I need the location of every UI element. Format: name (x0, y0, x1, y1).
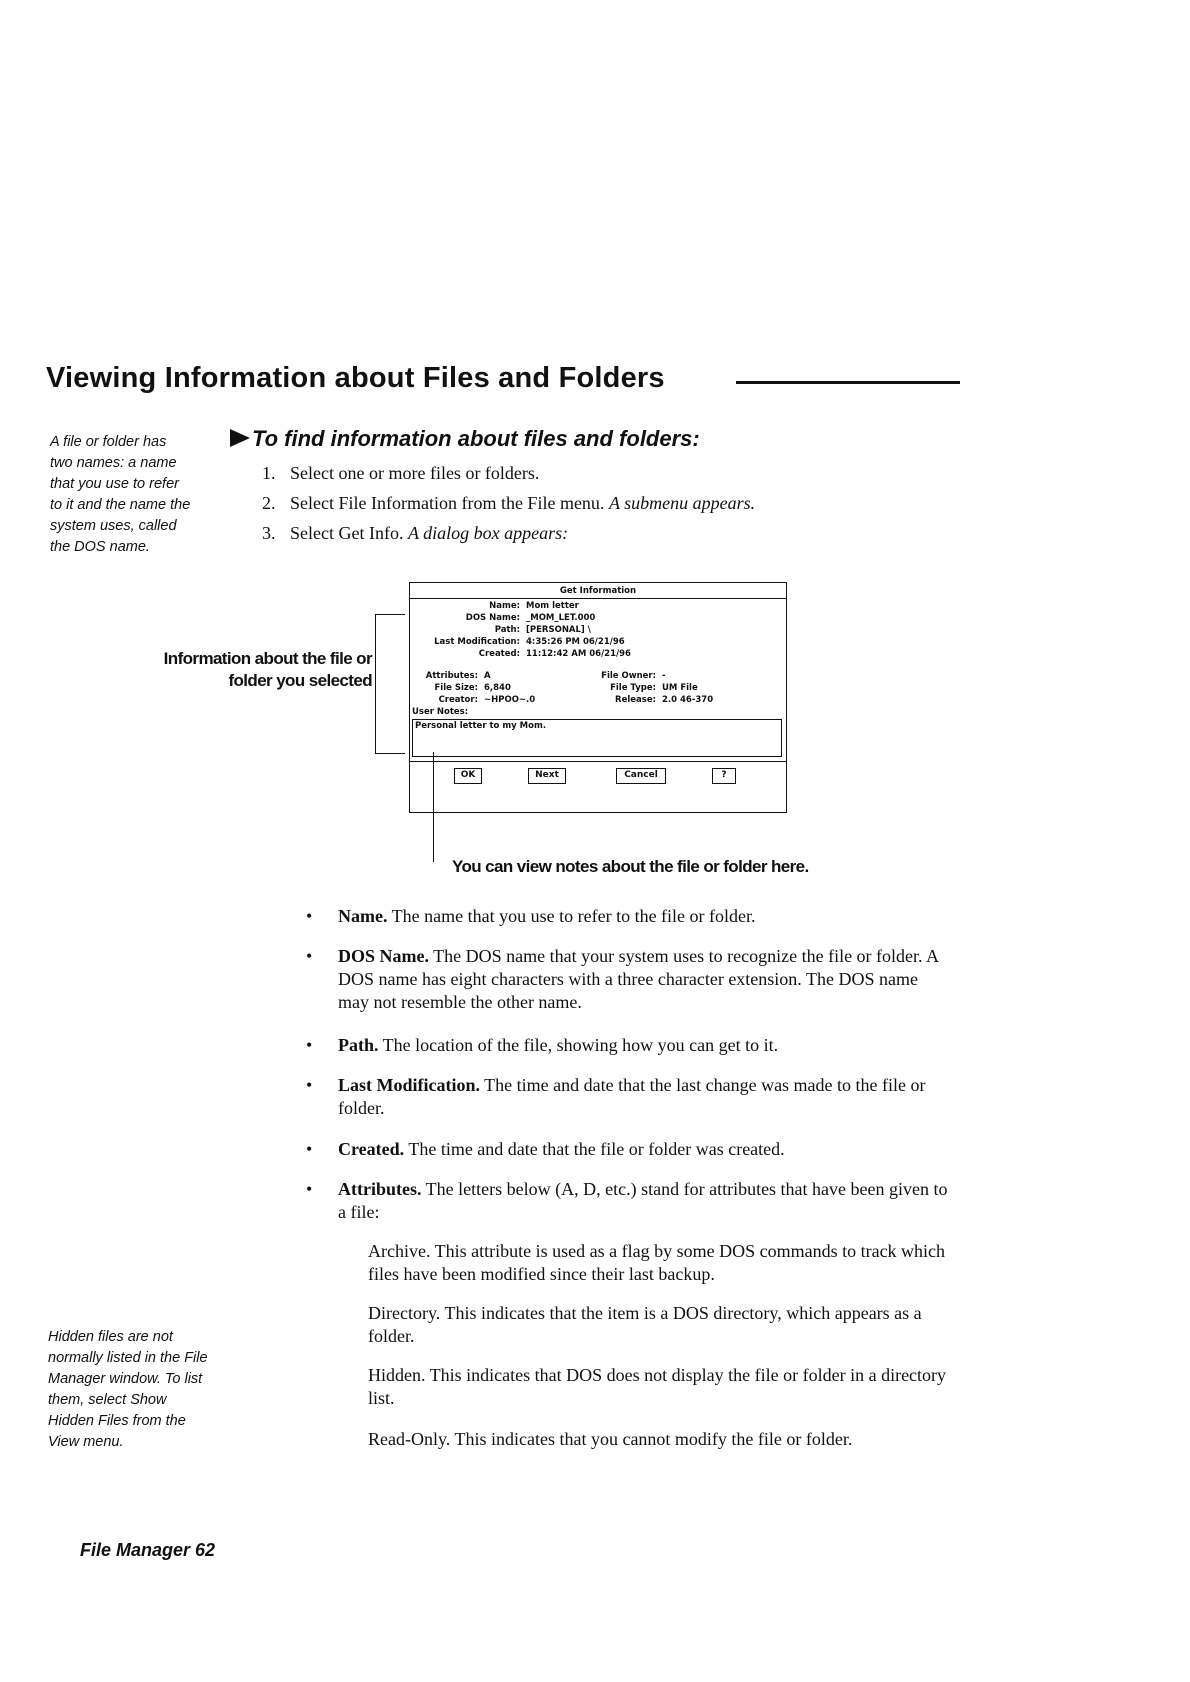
attribute-hidden: Hidden. This indicates that DOS does not display the file or folder in a directory list. (368, 1365, 947, 1408)
procedure-steps (262, 463, 755, 553)
section-heading: Viewing Information about Files and Folders (46, 362, 665, 394)
step-number: 2. (262, 493, 276, 513)
field-value: 6,840 (484, 683, 511, 693)
field-user-notes-label (412, 707, 468, 718)
callout-line: Information about the file or (163, 649, 372, 668)
field-name (410, 601, 788, 612)
notes-callout-line (433, 752, 434, 862)
help-icon: ? (721, 770, 727, 780)
note-line: them, select Show (48, 1392, 167, 1408)
note-line: View menu. (48, 1434, 124, 1450)
step-2 (262, 493, 755, 523)
field-value: _MOM_LET.000 (526, 613, 596, 623)
note-line: two names: a name (50, 455, 177, 471)
bullet-term: Path. (338, 1035, 379, 1055)
field-label: File Size: (434, 683, 478, 693)
field-dos-name (410, 613, 788, 624)
step-text: Select File Information from the File menu. (290, 493, 605, 513)
bullet-dot: • (306, 1139, 313, 1159)
field-label: Name: (489, 601, 520, 611)
field-value: ~HPOO~.0 (484, 695, 536, 705)
attribute-archive: Archive. This attribute is used as a flag by some DOS commands to track which files have been modified since their last backup. (368, 1241, 946, 1284)
bullet-dot: • (306, 906, 313, 926)
note-line: to it and the name the (50, 497, 191, 513)
cancel-button[interactable] (616, 768, 666, 784)
field-label: File Type: (610, 683, 656, 693)
bullet-dot: • (306, 946, 313, 966)
callout-selected-info (158, 648, 372, 692)
bullet-dot: • (306, 1075, 313, 1095)
next-label: Next (535, 770, 559, 780)
field-value: Mom letter (526, 601, 579, 611)
field-label: User Notes: (412, 707, 469, 717)
procedure-title-text: To find information about files and folders: (252, 426, 700, 451)
bullet-term: Attributes. (338, 1179, 422, 1199)
bullet-text: The name that you use to refer to the file or folder. (387, 906, 756, 926)
note-line: Hidden Files from the (48, 1413, 186, 1429)
bullet-term: Name. (338, 906, 388, 926)
step-1 (262, 463, 755, 493)
note-line: that you use to refer (50, 476, 179, 492)
field-file-type (410, 683, 788, 694)
page-footer: File Manager 62 (80, 1540, 216, 1560)
field-value: [PERSONAL] \ (526, 625, 591, 635)
dialog-title-rule (410, 598, 786, 599)
field-value: A (484, 671, 491, 681)
note-line: A file or folder has (50, 434, 167, 450)
step-text: Select one or more files or folders. (290, 463, 540, 483)
step-3 (262, 523, 755, 553)
bullet-dot: • (306, 1035, 313, 1055)
get-info-dialog (409, 582, 787, 813)
procedure-title (230, 426, 700, 452)
margin-note-dos-name (50, 432, 190, 558)
bracket-bottom (375, 753, 405, 754)
field-label: Release: (615, 695, 656, 705)
field-value: 4:35:26 PM 06/21/96 (526, 637, 625, 647)
field-label: Attributes: (425, 671, 478, 681)
arrow-right-icon (230, 429, 250, 447)
callout-line: folder you selected (228, 671, 372, 690)
field-value: 2.0 46-370 (662, 695, 714, 705)
bullet-text: The time and date that the last change was made to the file or folder. (338, 1075, 926, 1118)
heading-rule (736, 381, 960, 384)
field-value: UM File (662, 683, 698, 693)
note-line: Hidden files are not (48, 1329, 173, 1345)
attribute-directory: Directory. This indicates that the item is a DOS directory, which appears as a folder. (368, 1303, 922, 1346)
field-label: Path: (494, 625, 520, 635)
bracket-vertical (375, 614, 376, 754)
field-value: - (662, 671, 666, 681)
step-result: A submenu appears. (608, 493, 756, 513)
note-line: the DOS name. (50, 539, 150, 555)
bullet-term: DOS Name. (338, 946, 429, 966)
bullet-term: Last Modification. (338, 1075, 480, 1095)
field-created (410, 649, 788, 660)
field-label: DOS Name: (465, 613, 520, 623)
bullet-text: The time and date that the file or folder was created. (404, 1139, 785, 1159)
ok-label: OK (460, 770, 476, 780)
field-last-modification (410, 637, 788, 648)
cancel-label: Cancel (624, 770, 658, 780)
field-label: Last Modification: (434, 637, 520, 647)
bullet-dot: • (306, 1179, 313, 1199)
dialog-title: Get Information (559, 586, 637, 596)
section-heading-row (46, 362, 966, 406)
bullet-text: The location of the file, showing how you can get to it. (378, 1035, 779, 1055)
field-release (410, 695, 788, 706)
field-value: 11:12:42 AM 06/21/96 (526, 649, 631, 659)
note-line: normally listed in the File (48, 1350, 208, 1366)
bracket-top (375, 614, 405, 615)
step-number: 1. (262, 463, 276, 483)
step-result: A dialog box appears: (407, 523, 569, 543)
help-button[interactable] (712, 768, 736, 784)
note-line: Manager window. To list (48, 1371, 203, 1387)
step-number: 3. (262, 523, 276, 543)
margin-note-hidden-files (48, 1327, 208, 1453)
field-label: File Owner: (601, 671, 656, 681)
user-notes-text: Personal letter to my Mom. (415, 721, 547, 731)
note-line: system uses, called (50, 518, 177, 534)
field-path (410, 625, 788, 636)
bullet-text: The letters below (A, D, etc.) stand for attributes that have been given to a file: (338, 1179, 948, 1222)
field-file-owner (410, 671, 788, 682)
bullet-term: Created. (338, 1139, 405, 1159)
attribute-read-only: Read-Only. This indicates that you cannot modify the file or folder. (368, 1429, 853, 1449)
ok-button[interactable] (454, 768, 482, 784)
user-notes-textarea[interactable] (412, 719, 782, 757)
dialog-button-rule (410, 761, 786, 762)
callout-notes: You can view notes about the file or folder here. (452, 857, 809, 876)
bullet-text: The DOS name that your system uses to recognize the file or folder. A DOS name has eight characters with a three character extension. The DOS name may not resemble the other name. (338, 946, 939, 1012)
field-label: Creator: (438, 695, 478, 705)
field-label: Created: (478, 649, 520, 659)
next-button[interactable] (528, 768, 566, 784)
step-text: Select Get Info. (290, 523, 404, 543)
